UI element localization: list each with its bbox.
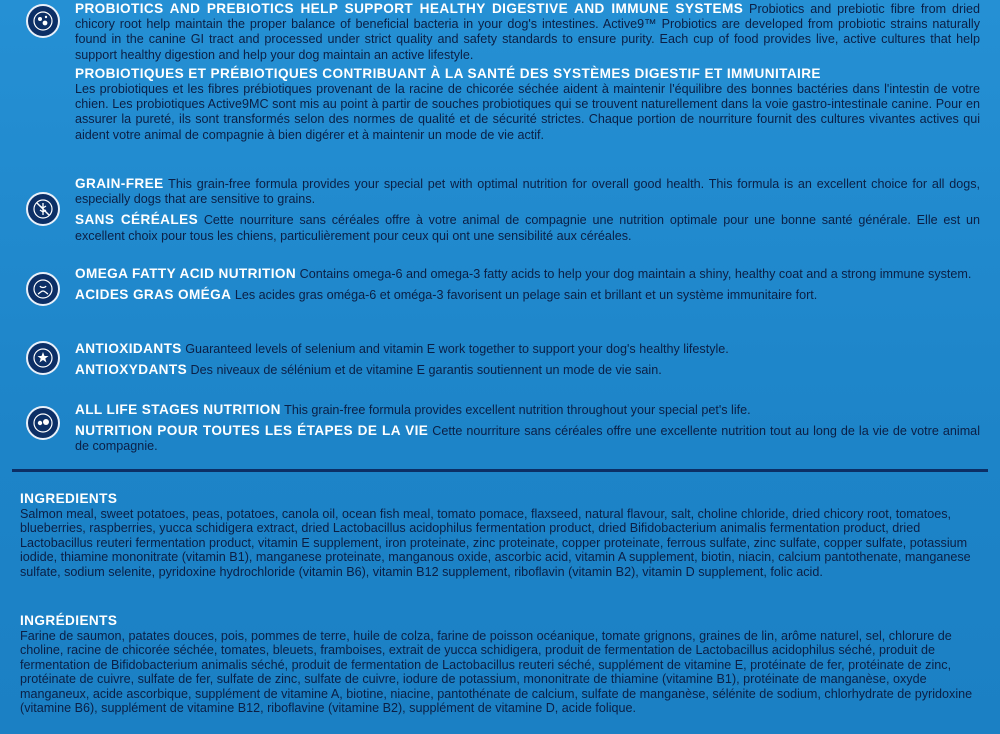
benefit-grain-free xyxy=(75,176,980,244)
probiotic-badge-icon xyxy=(26,4,60,38)
ingredients-title-fr: INGRÉDIENTS xyxy=(20,613,118,628)
benefit-title-fr: PROBIOTIQUES ET PRÉBIOTIQUES CONTRIBUANT À LA SANTÉ DES SYSTÈMES DIGESTIF ET IMMUNITAIRE xyxy=(75,65,821,81)
benefit-title-fr: ACIDES GRAS OMÉGA xyxy=(75,287,232,303)
section-divider xyxy=(12,469,988,472)
ingredients-text: Salmon meal, sweet potatoes, peas, potatoes, canola oil, ocean fish meal, tomato pomace, flaxseed, natural flavour, salt, choline chloride, dried chicory root, tomatoes, blueberries, raspberries, yucca schidigera extract, dried Lactobacillus acidophilus fermentation product, dried Bifidobacterium animalis fermentation product, dried Lactobacillus reuteri fermentation product, vitamin E supplement, iron proteinate, zinc proteinate, copper proteinate, ferrous sulfate, zinc sulfate, copper sulfate, potassium iodide, thiamine mononitrate (vitamin B1), manganese proteinate, manganous oxide, ascorbic acid, vitamin A supplement, biotin, niacin, calcium pantothenate, manganese sulfate, sodium selenite, pyridoxine hydrochloride (vitamin B6), vitamin B12 supplement, riboflavin (vitamin B2), vitamin D supplement, folic acid. xyxy=(20,507,971,579)
omega-fatty-acid-badge-icon xyxy=(26,272,60,306)
benefit-text: Contains omega-6 and omega-3 fatty acids to help your dog maintain a shiny, healthy coat and a strong immune system. xyxy=(299,267,972,281)
benefit-title: GRAIN-FREE xyxy=(75,176,164,191)
benefit-title: PROBIOTICS AND PREBIOTICS HELP SUPPORT HEALTHY DIGESTIVE AND IMMUNE SYSTEMS xyxy=(75,1,744,16)
benefit-title-fr: SANS CÉRÉALES xyxy=(75,212,199,228)
ingredients-title: INGREDIENTS xyxy=(20,491,118,506)
benefit-antioxidants xyxy=(75,341,980,378)
benefit-text-fr: Des niveaux de sélénium et de vitamine E garantis soutiennent un mode de vie sain. xyxy=(190,363,662,378)
all-life-stages-badge-icon xyxy=(26,406,60,440)
benefit-text-fr: Les probiotiques et les fibres prébiotiques provenant de la racine de chicorée séchée aident à maintenir l'équilibre des bonnes bactéries dans l'intestin de votre chien. Les probiotiques Active9MC sont mis au point à partir de souches probiotiques qui se trouvent naturellement dans la voie gastro-intestinale canine. Pour en assurer la pureté, ils sont transformés selon des normes de qualité et de sécurité strictes. Chaque portion de nourriture fournit des cultures vivantes actives qui aident votre animal de compagnie à bien digérer et à maintenir un mode de vie actif. xyxy=(75,82,980,142)
ingredients-en xyxy=(20,490,984,579)
ingredients-text-fr: Farine de saumon, patates douces, pois, pommes de terre, huile de colza, farine de poisson océanique, tomate grignons, graines de lin, arôme naturel, sel, chlorure de choline, racine de chicorée séchée, tomates, bleuets, framboises, extrait de yucca schidigera, produit de fermentation de Lactobacillus acidophilus séché, produit de fermentation de Bifidobacterium animalis séché, produit de fermentation de Lactobacillus reuteri séché, supplément de vitamine E, protéinate de fer, protéinate de zinc, protéinate de cuivre, sulfate de fer, sulfate de zinc, sulfate de cuivre, iodure de potassium, mononitrate de thiamine (vitamine B1), protéinate de manganèse, oxyde manganeux, acide ascorbique, supplément de vitamine A, biotine, niacine, pantothénate de calcium, sulfate de manganèse, sélénite de sodium, chlorhydrate de pyridoxine (vitamine B6), supplément de vitamine B12, riboflavine (vitamine B2), supplément de vitamine D, acide folique. xyxy=(20,629,973,716)
benefit-omega xyxy=(75,266,980,303)
benefit-title-fr: NUTRITION POUR TOUTES LES ÉTAPES DE LA VIE xyxy=(75,423,429,439)
benefit-title: OMEGA FATTY ACID NUTRITION xyxy=(75,266,297,281)
benefit-text: Guaranteed levels of selenium and vitamin E work together to support your dog's healthy lifestyle. xyxy=(185,342,729,356)
grain-free-badge-icon xyxy=(26,192,60,226)
benefit-text: This grain-free formula provides your special pet with optimal nutrition for overall good health. This formula is an excellent choice for all dogs, especially dogs that are sensitive to grains. xyxy=(75,177,981,207)
benefit-text: This grain-free formula provides excellent nutrition throughout your special pet's life. xyxy=(284,403,751,417)
benefit-text-fr: Les acides gras oméga-6 et oméga-3 favorisent un pelage sain et brillant et un système immunitaire fort. xyxy=(234,288,818,303)
benefit-text: Probiotics and prebiotic fibre from dried chicory root help maintain the proper balance of beneficial bacteria in your dog's intestines. Active9™ Probiotics are developed from probiotic strains naturally found in the canine GI tract and processed under strict quality and safety standards to ensure purity. Each cup of food provides live, active cultures that help support healthy digestion and help your dog maintain an active lifestyle. xyxy=(75,2,980,62)
benefit-probiotics xyxy=(75,1,980,143)
benefit-text-fr: Cette nourriture sans céréales offre une excellente nutrition tout au long de la vie de votre animal de compagnie. xyxy=(75,424,980,454)
benefit-text-fr: Cette nourriture sans céréales offre à votre animal de compagnie une nutrition optimale pour une bonne santé générale. Elle est un excellent choix pour tous les chiens, particulièrement pour ceux qui ont une sensibilité aux céréales. xyxy=(75,213,980,243)
benefit-all-life-stages xyxy=(75,402,980,455)
benefit-title: ALL LIFE STAGES NUTRITION xyxy=(75,402,281,417)
ingredients-fr xyxy=(20,612,984,715)
antioxidants-badge-icon xyxy=(26,341,60,375)
benefit-title: ANTIOXIDANTS xyxy=(75,341,182,356)
benefit-title-fr: ANTIOXYDANTS xyxy=(75,362,188,378)
